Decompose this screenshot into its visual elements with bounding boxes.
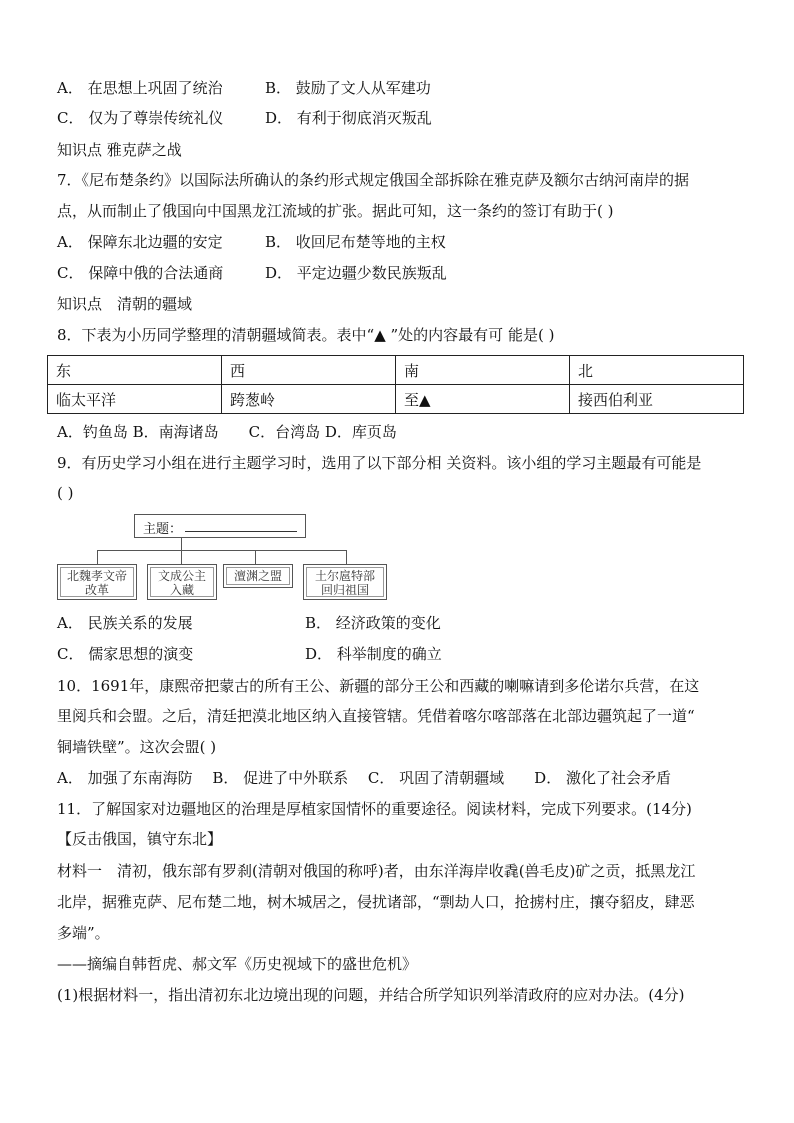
connector-line xyxy=(255,550,256,564)
connector-line xyxy=(97,550,346,551)
material-box xyxy=(223,564,293,588)
material-box xyxy=(147,564,217,600)
q7-option-a: A． 保障东北边疆的安定 xyxy=(57,233,223,251)
topic-diagram xyxy=(55,512,395,602)
table-header-cell: 南 xyxy=(396,356,570,385)
q7-option-c: C． 保障中俄的合法通商 xyxy=(57,264,224,282)
box-text: 北魏孝文帝 xyxy=(66,569,127,583)
q11-subquestion-1: (1)根据材料一，指出清初东北边境出现的问题，并结合所学知识列举清政府的应对办法。(4分) xyxy=(57,986,685,1004)
q9-option-c: C． 儒家思想的演变 xyxy=(57,645,194,663)
topic-label: 主题： xyxy=(143,522,183,537)
table-cell: 跨葱岭 xyxy=(222,385,396,414)
table-cell: 临太平洋 xyxy=(48,385,222,414)
table-row xyxy=(48,385,744,414)
q7-stem-line1: 7．《尼布楚条约》以国际法所确认的条约形式规定俄国全部拆除在雅克萨及额尔古纳河南岸的据 xyxy=(57,171,690,189)
table-header-cell: 西 xyxy=(222,356,396,385)
topic-box xyxy=(134,514,306,538)
q11-section-title: 【反击俄国，镇守东北】 xyxy=(57,830,223,848)
q9-option-a: A． 民族关系的发展 xyxy=(57,614,193,632)
q11-material1-line2: 北岸，据雅克萨、尼布楚二地，树木城居之，侵扰诸部，“剽劫人口，抢掳村庄，攘夺貂皮，肆恶 xyxy=(57,893,695,911)
q11-stem: 11．了解国家对边疆地区的治理是厚植家国情怀的重要途径。阅读材料，完成下列要求。(14分) xyxy=(57,800,692,818)
q10-stem-line3: 铜墙铁壁”。这次会盟( ) xyxy=(57,738,217,756)
q11-material1-line3: 多端”。 xyxy=(57,924,110,942)
knowledge-point-1: 知识点 雅克萨之战 xyxy=(57,141,182,159)
q11-source: ——摘编自韩哲虎、郝文军《历史视域下的盛世危机》 xyxy=(57,955,418,973)
topic-blank-line xyxy=(185,531,297,532)
q10-options: A． 加强了东南海防 B． 促进了中外联系 C． 巩固了清朝疆域 D． 激化了社会矛盾 xyxy=(57,769,671,787)
connector-line xyxy=(181,550,182,564)
connector-line xyxy=(97,550,98,564)
q6-option-a: A． 在思想上巩固了统治 xyxy=(57,79,223,97)
knowledge-point-2: 知识点 清朝的疆域 xyxy=(57,295,193,313)
q6-option-b: B． 鼓励了文人从军建功 xyxy=(265,79,431,97)
box-text: 改革 xyxy=(84,583,109,597)
q10-stem-line2: 里阅兵和会盟。之后，清廷把漠北地区纳入直接管辖。凭借着喀尔喀部落在北部边疆筑起了一道“ xyxy=(57,707,695,725)
box-text: 土尔扈特部 xyxy=(314,569,375,583)
connector-line xyxy=(181,538,182,550)
box-text: 回归祖国 xyxy=(320,583,369,597)
q7-stem-line2: 点，从而制止了俄国向中国黑龙江流域的扩张。据此可知，这一条约的签订有助于( ) xyxy=(57,202,614,220)
material-box xyxy=(303,564,387,600)
box-text: 文成公主 xyxy=(157,569,206,583)
q7-option-b: B． 收回尼布楚等地的主权 xyxy=(265,233,446,251)
q10-stem-line1: 10．1691年，康熙帝把蒙古的所有王公、新疆的部分王公和西藏的喇嘛请到多伦诺尔兵营，在这 xyxy=(57,677,700,695)
q9-stem-line2: ( ) xyxy=(57,484,74,502)
q6-option-d: D． 有利于彻底消灭叛乱 xyxy=(265,109,432,127)
box-text: 入藏 xyxy=(169,583,194,597)
material-box xyxy=(57,564,137,600)
q9-option-d: D． 科举制度的确立 xyxy=(305,645,442,663)
q6-option-c: C． 仅为了尊崇传统礼仪 xyxy=(57,109,224,127)
table-cell: 至▲ xyxy=(396,385,570,414)
q8-stem: 8．下表为小历同学整理的清朝疆域简表。表中“▲ ”处的内容最有可 能是( ) xyxy=(57,326,555,344)
table-header-row xyxy=(48,356,744,385)
q11-material1-line1: 材料一 清初，俄东部有罗刹(清朝对俄国的称呼)者，由东洋海岸收毳(兽毛皮)矿之贡，抵黑龙江 xyxy=(57,862,696,880)
q8-options: A．钓鱼岛 B．南海诸岛 C．台湾岛 D．库页岛 xyxy=(57,423,397,441)
box-text: 澶渊之盟 xyxy=(233,569,282,583)
territory-table xyxy=(47,355,744,414)
connector-line xyxy=(346,550,347,564)
table-cell: 接西伯利亚 xyxy=(570,385,744,414)
table-header-cell: 北 xyxy=(570,356,744,385)
table-header-cell: 东 xyxy=(48,356,222,385)
q7-option-d: D． 平定边疆少数民族叛乱 xyxy=(265,264,447,282)
q9-option-b: B． 经济政策的变化 xyxy=(305,614,441,632)
q9-stem-line1: 9．有历史学习小组在进行主题学习时，选用了以下部分相 关资料。该小组的学习主题最有可能是 xyxy=(57,454,702,472)
